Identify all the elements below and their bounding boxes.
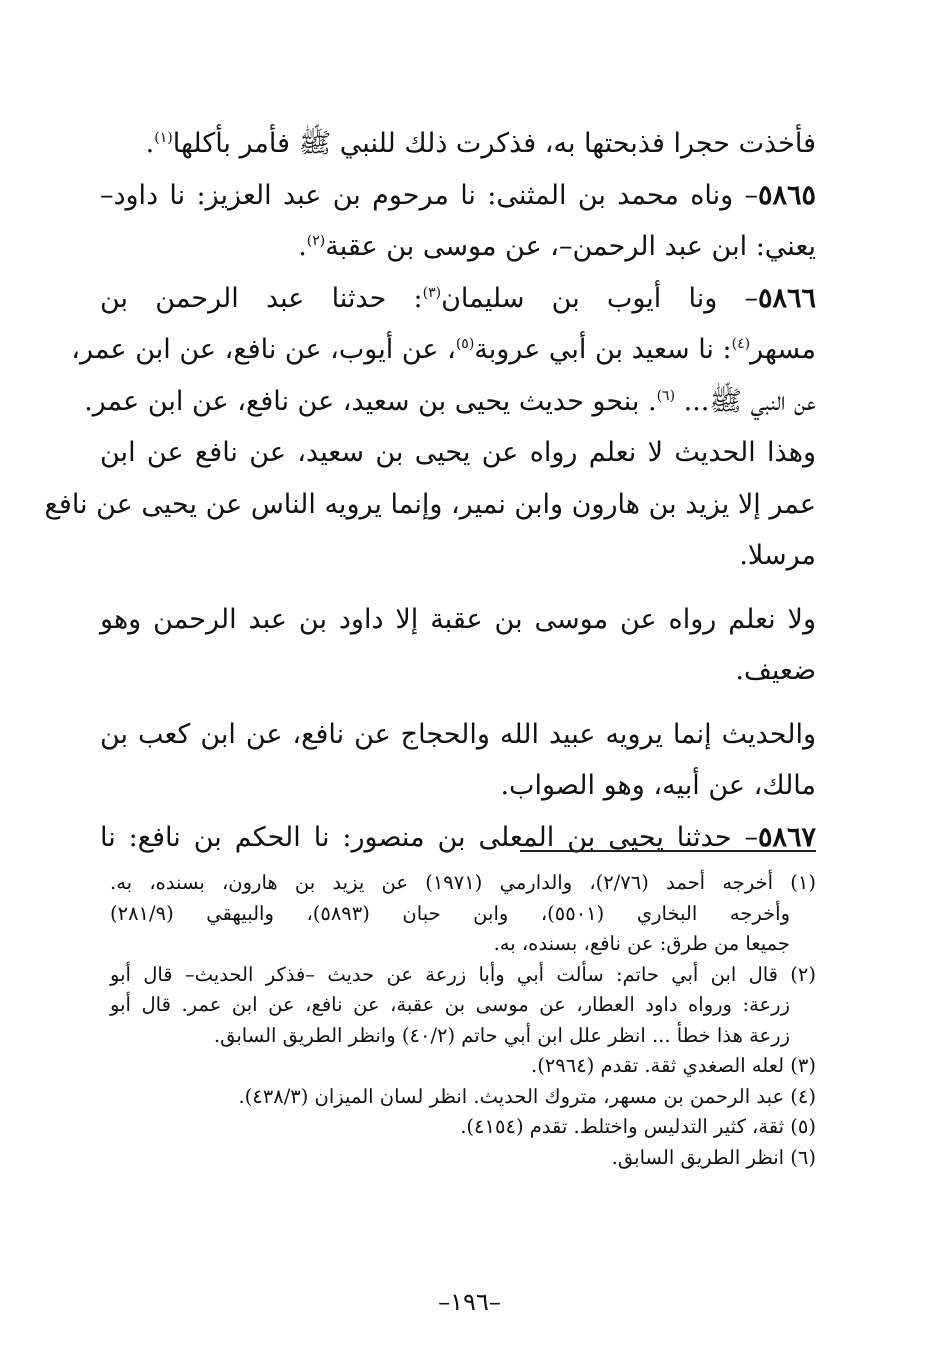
text-line: ضعيف.: [735, 655, 816, 686]
text-line: فأخذت حجرا فذبحتها به، فذكرت ذلك للنبي ﷺ فأمر بأكلها$^{(١)}$.: [145, 128, 816, 159]
footnote-ref: (٣): [422, 284, 442, 301]
hadith-5865: ٥٨٦٥– وناه محمد بن المثنى: نا مرحوم بن عبد العزيز: نا داود–: [100, 179, 816, 211]
footnote-3: (٣) لعله الصغدي ثقة. تقدم (٢٩٦٤).: [531, 1054, 816, 1077]
footnote-ref: (٢): [306, 233, 326, 249]
hadith-5866: ٥٨٦٦– ونا أيوب بن سليمان$^{(٣)}$: حدثنا عبد الرحمن بن: [100, 282, 817, 314]
footnote-6: (٦) انظر الطريق السابق.: [611, 1145, 816, 1169]
text-line: مسهر$^{(٤)}$: نا سعيد بن أبي عروبة$^{(٥)}$، عن أيوب، عن نافع، عن ابن عمر،: [71, 334, 816, 365]
footnote-ref: (٤): [731, 336, 751, 352]
footnote-1: (١) أخرجه أحمد (٢/٧٦)، والدارمي (١٩٧١) عن يزيد بن هارون، بسنده، به.: [110, 871, 816, 894]
footnote-ref: (٥): [455, 336, 475, 352]
footnote-2-cont: زرعة هذا خطأ ... انظر علل ابن أبي حاتم (٤٠/٢) وانظر الطريق السابق.: [213, 1023, 790, 1047]
main-text: [44, 118, 817, 863]
footnote-2-cont: زرعة: ورواه داود العطار، عن موسى بن عقبة، عن نافع، عن ابن عمر. قال أبو: [110, 993, 790, 1016]
text-line: عن النبي ﷺ... $^{(٦)}$. بنحو حديث يحيى بن سعيد، عن نافع، عن ابن عمر.: [84, 385, 816, 417]
hadith-number: ٥٨٦٧: [757, 821, 816, 853]
footnote-1-cont: جميعا من طرق: عن نافع، بسنده، به.: [493, 932, 790, 955]
hadith-number: ٥٨٦٥: [757, 179, 816, 211]
footnote-2: (٢) قال ابن أبي حاتم: سألت أبي وأبا زرعة عن حديث –فذكر الحديث– قال أبو: [110, 962, 816, 986]
text-line: وهذا الحديث لا نعلم رواه عن يحيى بن سعيد، عن نافع عن ابن: [100, 437, 816, 468]
text-line: مرسلا.: [739, 540, 816, 571]
footnote-4: (٤) عبد الرحمن بن مسهر، متروك الحديث. انظر لسان الميزان (٤٣٨/٣).: [238, 1084, 816, 1108]
page-number: –١٩٦–: [438, 1288, 501, 1316]
text-line: يعني: ابن عبد الرحمن–، عن موسى بن عقبة$^{(٢)}$.: [298, 231, 816, 262]
footnote-separator: [520, 850, 816, 852]
footnote-1-cont: وأخرجه البخاري (٥٥٠١)، وابن حبان (٥٨٩٣)، والبيهقي (٢٨١/٩): [110, 901, 790, 925]
text-line: عمر إلا يزيد بن هارون وابن نمير، وإنما يرويه الناس عن يحيى عن نافع: [44, 488, 816, 520]
hadith-number: ٥٨٦٦: [758, 282, 817, 314]
footnote-ref: (١): [154, 130, 173, 146]
footnote-5: (٥) ثقة، كثير التدليس واختلط. تقدم (٤١٥٤).: [460, 1115, 816, 1138]
footnotes: [110, 868, 816, 1173]
text-line: والحديث إنما يرويه عبيد الله والحجاج عن نافع، عن ابن كعب بن: [100, 718, 816, 750]
footnote-ref: (٦): [656, 387, 676, 404]
hadith-5867: ٥٨٦٧– حدثنا يحيى بن المعلى بن منصور: نا الحكم بن نافع: نا: [100, 821, 816, 853]
text-line: ولا نعلم رواه عن موسى بن عقبة إلا داود بن عبد الرحمن وهو: [100, 603, 816, 635]
text-line: مالك، عن أبيه، وهو الصواب.: [500, 770, 816, 801]
